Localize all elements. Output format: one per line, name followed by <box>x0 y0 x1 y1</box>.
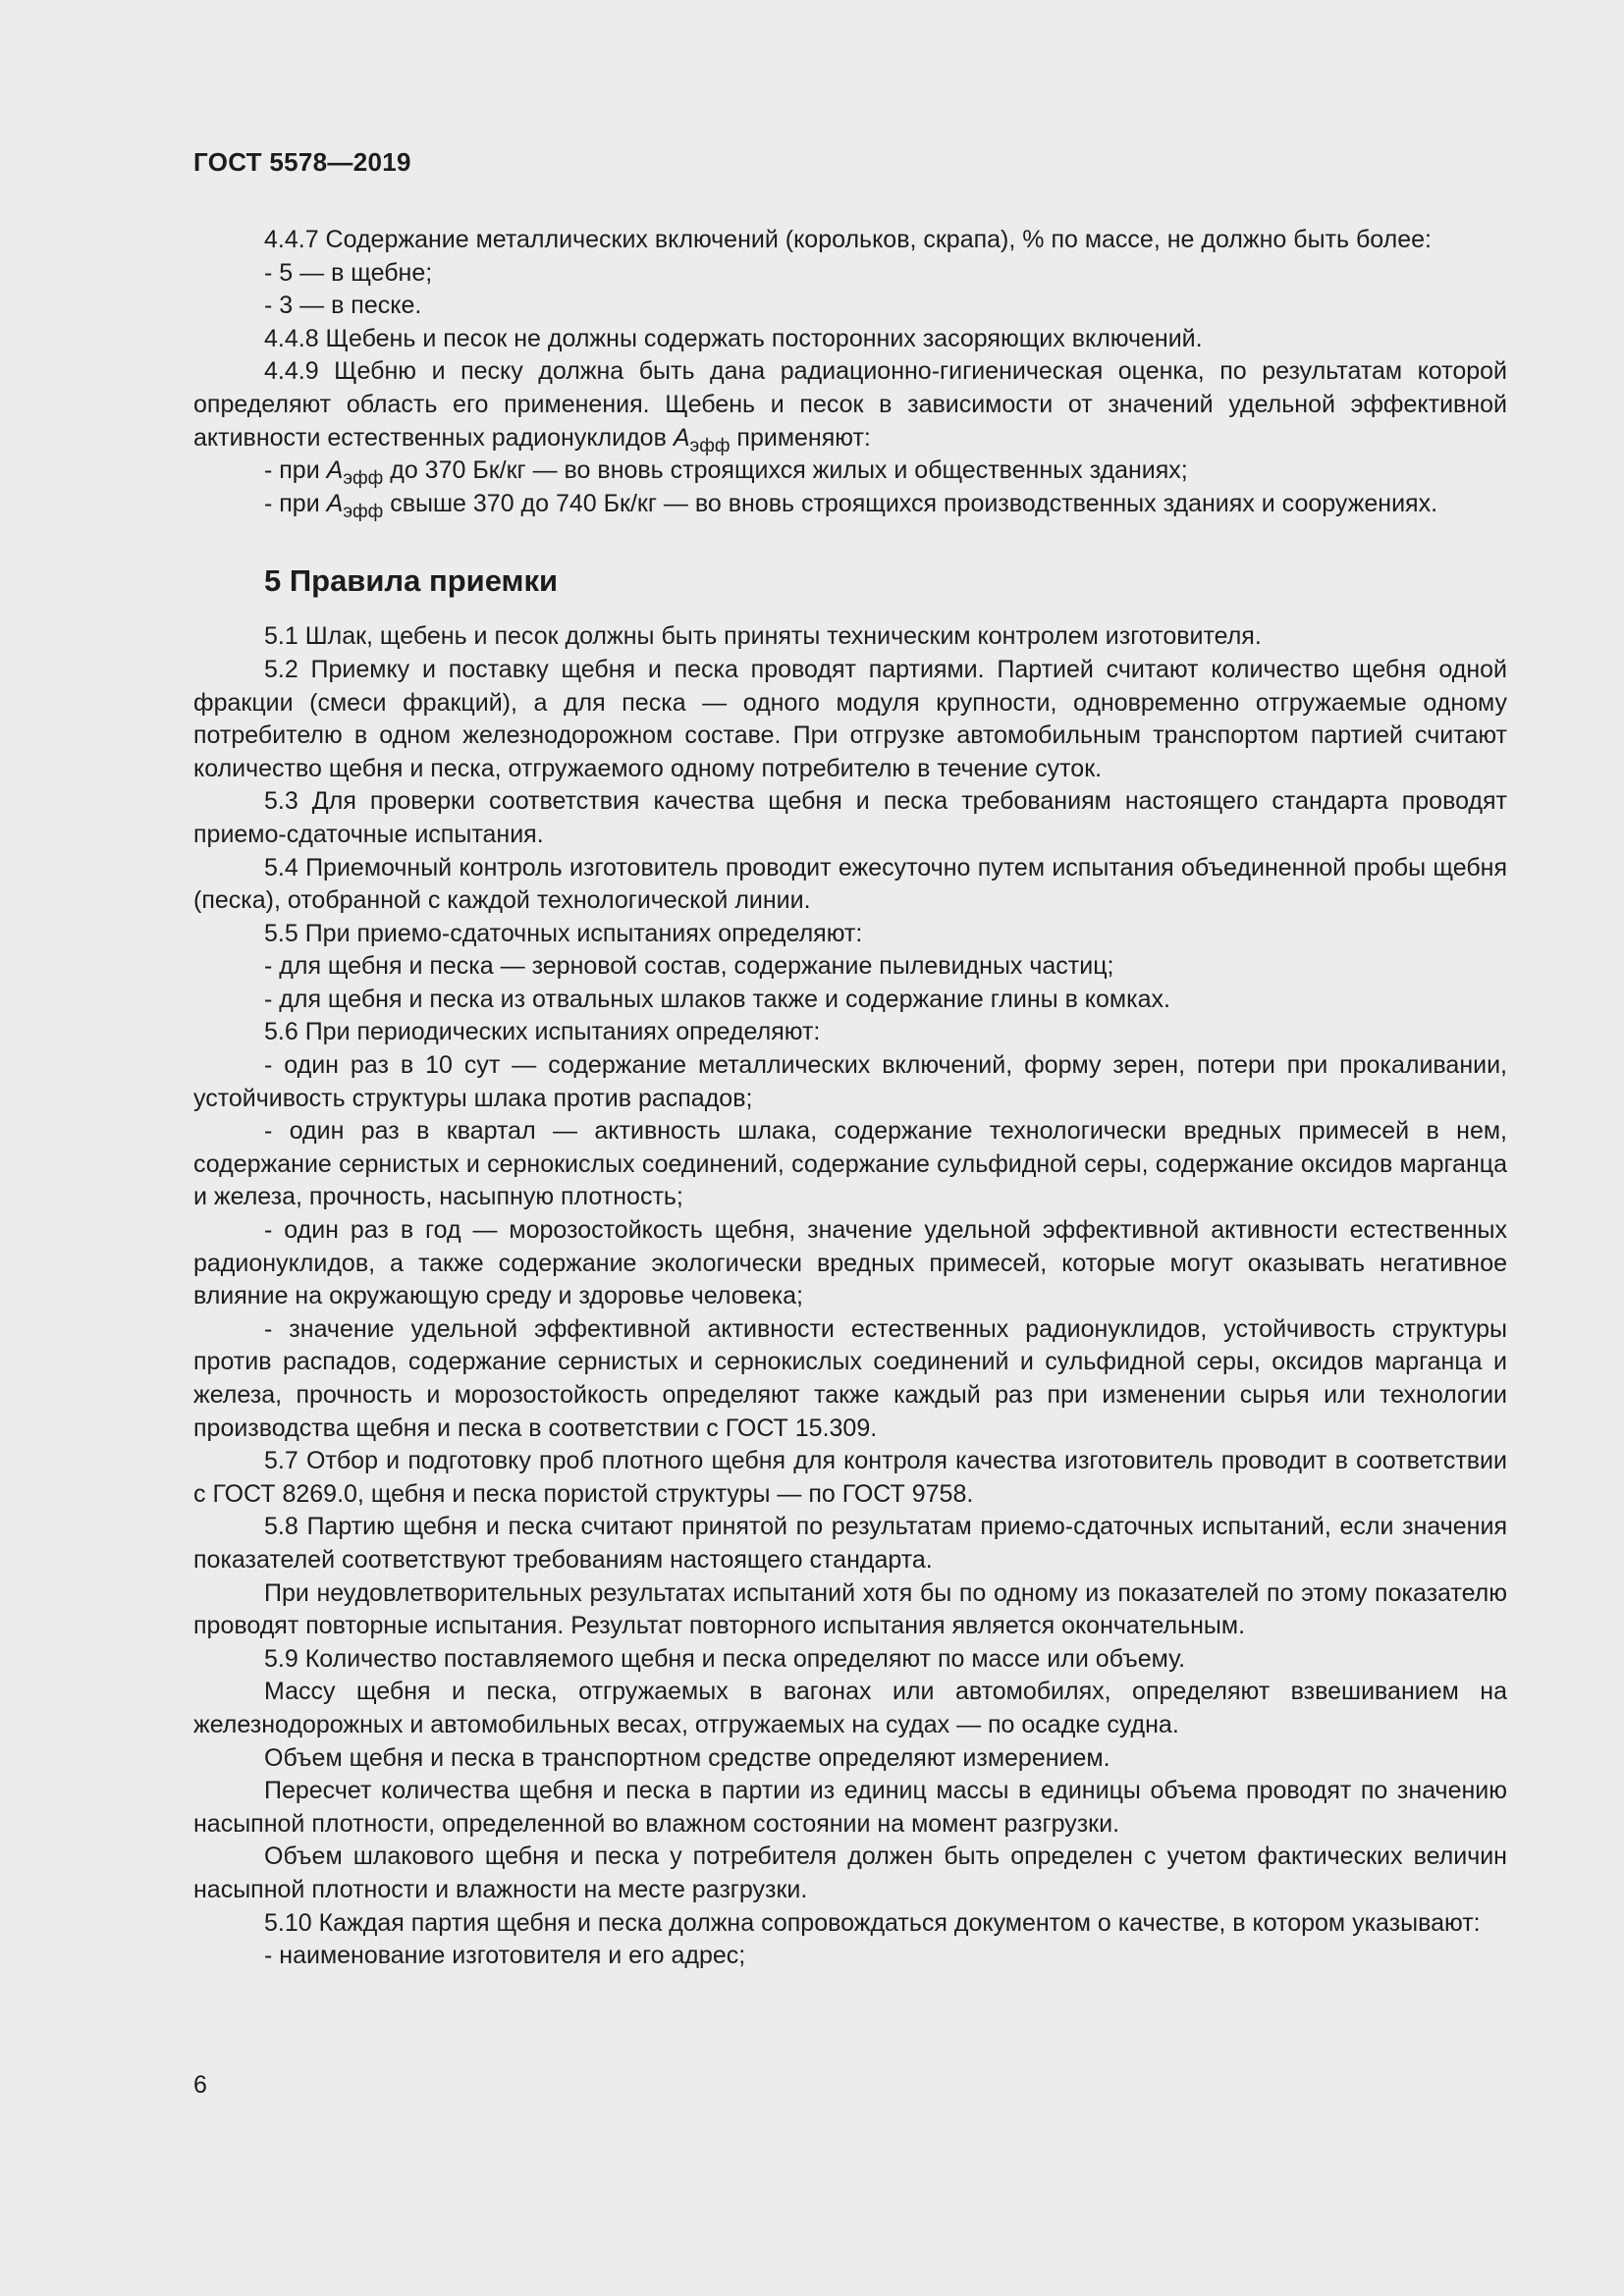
list-item: - один раз в квартал — активность шлака, содержание технологически вредных примесей в нем, содержание сернистых и сернокислых соединений, содержание сульфидной серы, содержание оксидов марганца и железа, прочность, насыпную плотность; <box>193 1117 1507 1211</box>
paragraph-5-8: 5.8 Партию щебня и песка считают принятой по результатам приемо-сдаточных испытаний, если значения показателей соответствуют требованиям настоящего стандарта. <box>193 1513 1507 1574</box>
paragraph: Пересчет количества щебня и песка в партии из единиц массы в единицы объема проводят по значению насыпной плотности, определенной во влажном состоянии на момент разгрузки. <box>193 1777 1507 1838</box>
list-item: - значение удельной эффективной активности естественных радионуклидов, устойчивость структуры против распадов, содержание сернистых и сернокислых соединений и сульфидной серы, оксидов марганца и железа, прочность и морозостойкость определяют также каждый раз при изменении сырья или технологии производства щебня и песка в соответствии с ГОСТ 15.309. <box>193 1314 1507 1442</box>
paragraph: Объем щебня и песка в транспортном средстве определяют измерением. <box>264 1743 1110 1772</box>
list-item: - для щебня и песка — зерновой состав, содержание пылевидных частиц; <box>264 952 1114 981</box>
activity-subscript: эфф <box>689 435 731 456</box>
paragraph-5-10: 5.10 Каждая партия щебня и песка должна сопровождаться документом о качестве, в котором указывают: <box>264 1908 1481 1937</box>
paragraph: Объем шлакового щебня и песка у потребителя должен быть определен с учетом фактических величин насыпной плотности и влажности на месте разгрузки. <box>193 1842 1507 1903</box>
paragraph: Массу щебня и песка, отгружаемых в вагонах или автомобилях, определяют взвешиванием на железнодорожных и автомобильных весах, отгружаемых на судах — по осадке судна. <box>193 1678 1507 1738</box>
paragraph-text: 4.4.9 Щебню и песку должна быть дана радиационно-гигиеническая оценка, по результатам которой определяют область его применения. Щебень и песок в зависимости от значений удельной эффективной активности естественных радионуклидов <box>193 357 1507 452</box>
paragraph-5-3: 5.3 Для проверки соответствия качества щебня и песка требованиям настоящего стандарта проводят приемо-сдаточные испытания. <box>193 787 1507 848</box>
paragraph-text: применяют: <box>730 423 871 452</box>
document-body <box>193 224 1507 1973</box>
paragraph-5-7: 5.7 Отбор и подготовку проб плотного щебня для контроля качества изготовитель проводит в соответствии с ГОСТ 8269.0, щебня и песка пористой структуры — по ГОСТ 9758. <box>193 1447 1507 1508</box>
paragraph-4-4-8: 4.4.8 Щебень и песок не должны содержать посторонних засоряющих включений. <box>264 324 1203 352</box>
list-item: - для щебня и песка из отвальных шлаков также и содержание глины в комках. <box>264 985 1170 1013</box>
paragraph-5-2: 5.2 Приемку и поставку щебня и песка проводят партиями. Партией считают количество щебня одной фракции (смеси фракций), а для песка — одного модуля крупности, одновременно отгружаемые одному потребителю в одном железнодорожном составе. При отгрузке автомобильным транспортом партией считают количество щебня и песка, отгружаемого одному потребителю в течение суток. <box>193 655 1507 782</box>
list-item-text: - при <box>264 456 327 485</box>
list-item-text: - при <box>264 489 327 517</box>
activity-subscript: эфф <box>343 501 384 522</box>
activity-symbol: А <box>326 489 344 517</box>
paragraph-4-4-7: 4.4.7 Содержание металлических включений (корольков, скрапа), % по массе, не должно быть более: <box>264 226 1433 253</box>
paragraph-5-6: 5.6 При периодических испытаниях определяют: <box>264 1018 821 1046</box>
list-item <box>193 488 1507 521</box>
list-item: - один раз в год — морозостойкость щебня, значение удельной эффективной активности естественных радионуклидов, а также содержание экологически вредных примесей, которые могут оказывать негативное влияние на окружающую среду и здоровье человека; <box>193 1216 1507 1310</box>
page-number: 6 <box>193 2071 207 2099</box>
activity-symbol: А <box>673 423 690 452</box>
list-item <box>193 454 1507 488</box>
activity-symbol: А <box>326 456 344 485</box>
paragraph-5-1: 5.1 Шлак, щебень и песок должны быть приняты техническим контролем изготовителя. <box>264 622 1262 651</box>
document-code-header: ГОСТ 5578—2019 <box>193 147 411 177</box>
paragraph-4-4-9 <box>193 355 1507 454</box>
list-item-text: до 370 Бк/кг — во вновь строящихся жилых и общественных зданиях; <box>383 456 1188 485</box>
list-item: - один раз в 10 сут — содержание металлических включений, форму зерен, потери при прокаливании, устойчивость структуры шлака против распадов; <box>193 1051 1507 1112</box>
paragraph-5-9: 5.9 Количество поставляемого щебня и песка определяют по массе или объему. <box>264 1644 1186 1673</box>
list-item: - 3 — в песке. <box>264 292 422 320</box>
paragraph: При неудовлетворительных результатах испытаний хотя бы по одному из показателей по этому показателю проводят повторные испытания. Результат повторного испытания является окончательным. <box>193 1578 1507 1640</box>
activity-subscript: эфф <box>343 468 384 490</box>
section-title: 5 Правила приемки <box>264 563 559 599</box>
list-item: - наименование изготовителя и его адрес; <box>264 1942 746 1970</box>
list-item: - 5 — в щебне; <box>264 258 433 287</box>
paragraph-5-4: 5.4 Приемочный контроль изготовитель проводит ежесуточно путем испытания объединенной пробы щебня (песка), отобранной с каждой технологической линии. <box>193 853 1507 915</box>
list-item-text: свыше 370 до 740 Бк/кг — во вновь строящихся производственных зданиях и сооружениях. <box>383 489 1438 517</box>
paragraph-5-5: 5.5 При приемо-сдаточных испытаниях определяют: <box>264 919 863 947</box>
